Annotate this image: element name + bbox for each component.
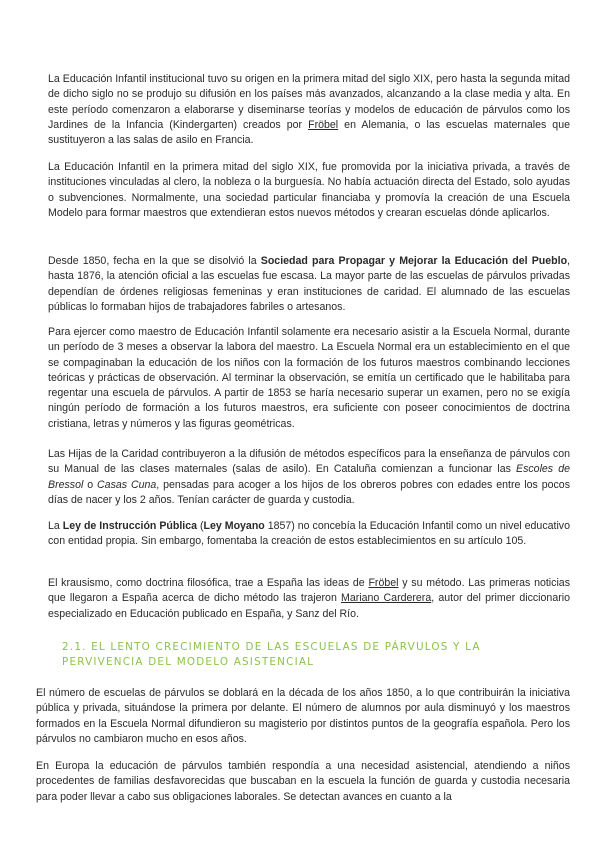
casas-cuna: Casas Cuna: [97, 478, 157, 491]
carderera-link[interactable]: Mariano Carderera: [341, 592, 432, 605]
paragraph-krausismo: El krausismo, como doctrina filosófica, trae a España las ideas de Fröbel y su método. Las primeras noticias que llegaron a España acerca de dicho método las trajeron Mariano Carderera, autor del primer diccionario especializado en Educación publicado en España, y Sanz del Río.: [48, 577, 570, 620]
escoles-bressol: Escoles de Bressol: [48, 463, 570, 491]
paragraph-growth: El número de escuelas de párvulos se doblará en la década de los años 1850, a lo que contribuirán la iniciativa pública y privada, situándose la primera por delante. El número de alumnos por aula disminuyó y los maestros formados en la Escuela Normal difundieron su magisterio por distintos puntos de la geografía española. Pero los párvulos no cambiaron mucho en esos años.: [36, 687, 570, 745]
frobel-link[interactable]: Fröbel: [308, 118, 339, 131]
ley-instruccion: Ley de Instrucción Pública: [62, 520, 198, 532]
frobel-link-2[interactable]: Fröbel: [368, 577, 399, 589]
paragraph-1850: Desde 1850, fecha en la que se disolvió la Sociedad para Propagar y Mejorar la Educación del Pueblo, hasta 1876, la atención oficial a las escuelas fue escasa. La mayor parte de las escuelas de párvulos privadas dependían de órdenes religiosas femeninas y eran instituciones de caridad. El alumnado de las escuelas públicas lo formaban hijos de trabajadores fabriles o artesanos.: [48, 255, 570, 313]
ley-moyano: Ley Moyano: [203, 520, 265, 532]
paragraph-ley-moyano: La Ley de Instrucción Pública (Ley Moyano 1857) no concebía la Educación Infantil como un nivel educativo con entidad propia. Sin embargo, fomentaba la creación de estos establecimientos en su artículo 105.: [48, 520, 570, 548]
paragraph-origins: La Educación Infantil institucional tuvo su origen en la primera mitad del siglo XIX, pero hasta la segunda mitad de dicho siglo no se produjo su difusión en los países más avanzados, alcanzando a la clase media y alta. En este período comenzaron a elaborarse y diseminarse teorías y modelos de educación de párvulos como los Jardines de la Infancia (Kindergarten) creados por Fröbel en Alemania, o las escuelas maternales que sustituyeron a las salas de asilo en Francia.: [48, 73, 570, 147]
section-heading: 2.1. EL LENTO CRECIMIENTO DE LAS ESCUELAS DE PÁRVULOS Y LA PERVIVENCIA DEL MODELO ASISTENCIAL: [62, 641, 481, 668]
paragraph-hijas-caridad: Las Hijas de la Caridad contribuyeron a la difusión de métodos específicos para la enseñanza de párvulos con su Manual de las clases maternales (salas de asilo). En Cataluña comienzan a funcionar las Escoles de Bressol o Casas Cuna, pensadas para acoger a los hijos de los obreros pobres con edades entre los pocos días de nacer y los 2 años. Tenían carácter de guarda y custodia.: [48, 448, 570, 506]
society-name: Sociedad para Propagar y Mejorar la Educación del Pueblo: [260, 255, 568, 267]
paragraph-europe: En Europa la educación de párvulos también respondía a una necesidad asistencial, atendiendo a niños procedentes de familias desfavorecidas que buscaban en la escuela la función de guarda y custodia necesaria para poder llevar a cabo sus obligaciones laborales. Se detectan avances en cuanto a la: [36, 760, 570, 803]
paragraph-private-initiative: La Educación Infantil en la primera mitad del siglo XIX, fue promovida por la iniciativa privada, a través de instituciones vinculadas al clero, la nobleza o la burguesía. No había actuación directa del Estado, solo ayudas o subvenciones. Normalmente, una sociedad particular financiaba y promovía la creación de una Escuela Modelo para formar maestros que extendieran estos nuevos métodos y crearan escuelas dónde aplicarlos.: [48, 161, 570, 219]
paragraph-teacher-training: Para ejercer como maestro de Educación Infantil solamente era necesario asistir a la Escuela Normal, durante un período de 3 meses a observar la labora del maestro. La Escuela Normal era un establecimiento en el que se compaginaban la educación de los niños con la formación de los futuros maestros combinando lecciones teóricas y prácticas de observación. Al terminar la observación, se emitía un certificado que le habilitaba para regentar una escuela de párvulos. A partir de 1853 se haría necesario superar un examen, pero no se exigía ningún período de formación a los futuros maestros, era suficiente con poseer conocimientos de doctrina cristiana, letras y números y las figuras geométricas.: [48, 326, 570, 430]
